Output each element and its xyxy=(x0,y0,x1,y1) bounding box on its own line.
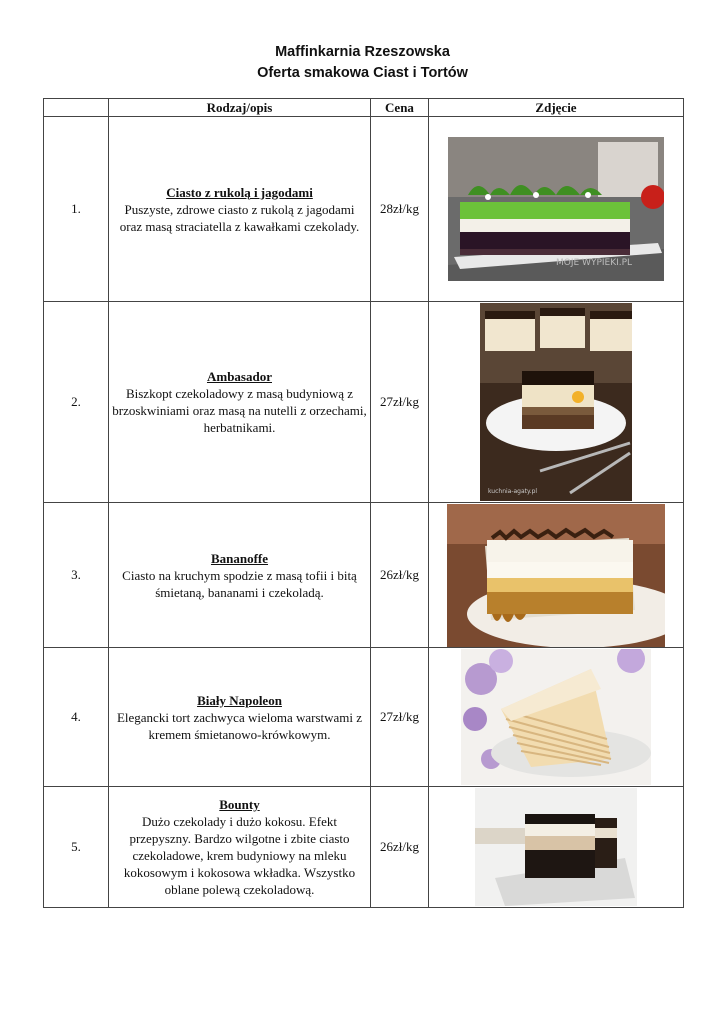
table-header-row xyxy=(44,99,684,117)
table-row xyxy=(44,787,684,908)
cake-name: Biały Napoleon xyxy=(197,692,282,708)
cake-description-cell xyxy=(109,503,371,648)
cake-description: Biszkopt czekoladowy z masą budyniową z brzoskwiniami oraz masą na nutelli z orzechami, herbatnikami. xyxy=(112,386,367,435)
cake-description: Puszyste, zdrowe ciasto z rukolą z jagodami oraz masą straciatella z kawałkami czekolady. xyxy=(119,201,360,234)
photo-watermark: kuchnia-agaty.pl xyxy=(488,488,538,495)
cake-napoleon-photo xyxy=(461,649,651,785)
cake-price: 27zł/kg xyxy=(371,648,429,787)
column-header-photo: Zdjęcie xyxy=(429,99,684,117)
column-header-price: Cena xyxy=(371,99,429,117)
cake-description-cell xyxy=(109,787,371,908)
offer-table xyxy=(43,98,684,908)
photo-watermark: MOJE WYPIEKI.PL xyxy=(556,258,633,268)
cake-bounty-photo xyxy=(475,788,637,906)
cake-ambasador-photo xyxy=(480,303,632,501)
cake-arugula-blueberry-photo xyxy=(448,137,664,281)
table-row xyxy=(44,503,684,648)
cake-description: Dużo czekolady i dużo kokosu. Efekt przepyszny. Bardzo wilgotne i zbite ciasto czekoladowe, krem budyniowy na mleku kokosowym i kokosowa wkładka. Wszystko oblane polewą czekoladową. xyxy=(123,814,356,897)
cake-description-cell xyxy=(109,117,371,302)
cake-price: 26zł/kg xyxy=(371,787,429,908)
row-number: 4. xyxy=(44,648,109,787)
row-number: 2. xyxy=(44,302,109,503)
table-row xyxy=(44,302,684,503)
cake-name: Ambasador xyxy=(206,369,272,384)
cake-price: 26zł/kg xyxy=(371,503,429,648)
cake-description: Ciasto na kruchym spodzie z masą tofii i bitą śmietaną, bananami i czekoladą. xyxy=(122,567,357,600)
cake-name: Bananoffe xyxy=(210,550,269,566)
table-row xyxy=(44,648,684,787)
cake-description-cell xyxy=(109,648,371,787)
cake-name: Ciasto z rukolą i jagodami xyxy=(166,184,313,200)
row-number: 1. xyxy=(44,117,109,302)
page-subtitle: Oferta smakowa Ciast i Tortów xyxy=(257,65,468,81)
column-header-number xyxy=(44,99,109,117)
cake-price: 27zł/kg xyxy=(371,302,429,503)
cake-description-cell xyxy=(109,302,371,503)
column-header-description: Rodzaj/opis xyxy=(109,99,371,117)
table-row xyxy=(44,117,684,302)
cake-description: Elegancki tort zachwyca wieloma warstwami z kremem śmietanowo-krówkowym. xyxy=(116,709,363,742)
row-number: 5. xyxy=(44,787,109,908)
cake-name: Bounty xyxy=(219,797,260,812)
cake-banoffee-photo xyxy=(447,504,665,647)
cake-price: 28zł/kg xyxy=(371,117,429,302)
page-title: Maffinkarnia Rzeszowska xyxy=(275,44,450,60)
row-number: 3. xyxy=(44,503,109,648)
